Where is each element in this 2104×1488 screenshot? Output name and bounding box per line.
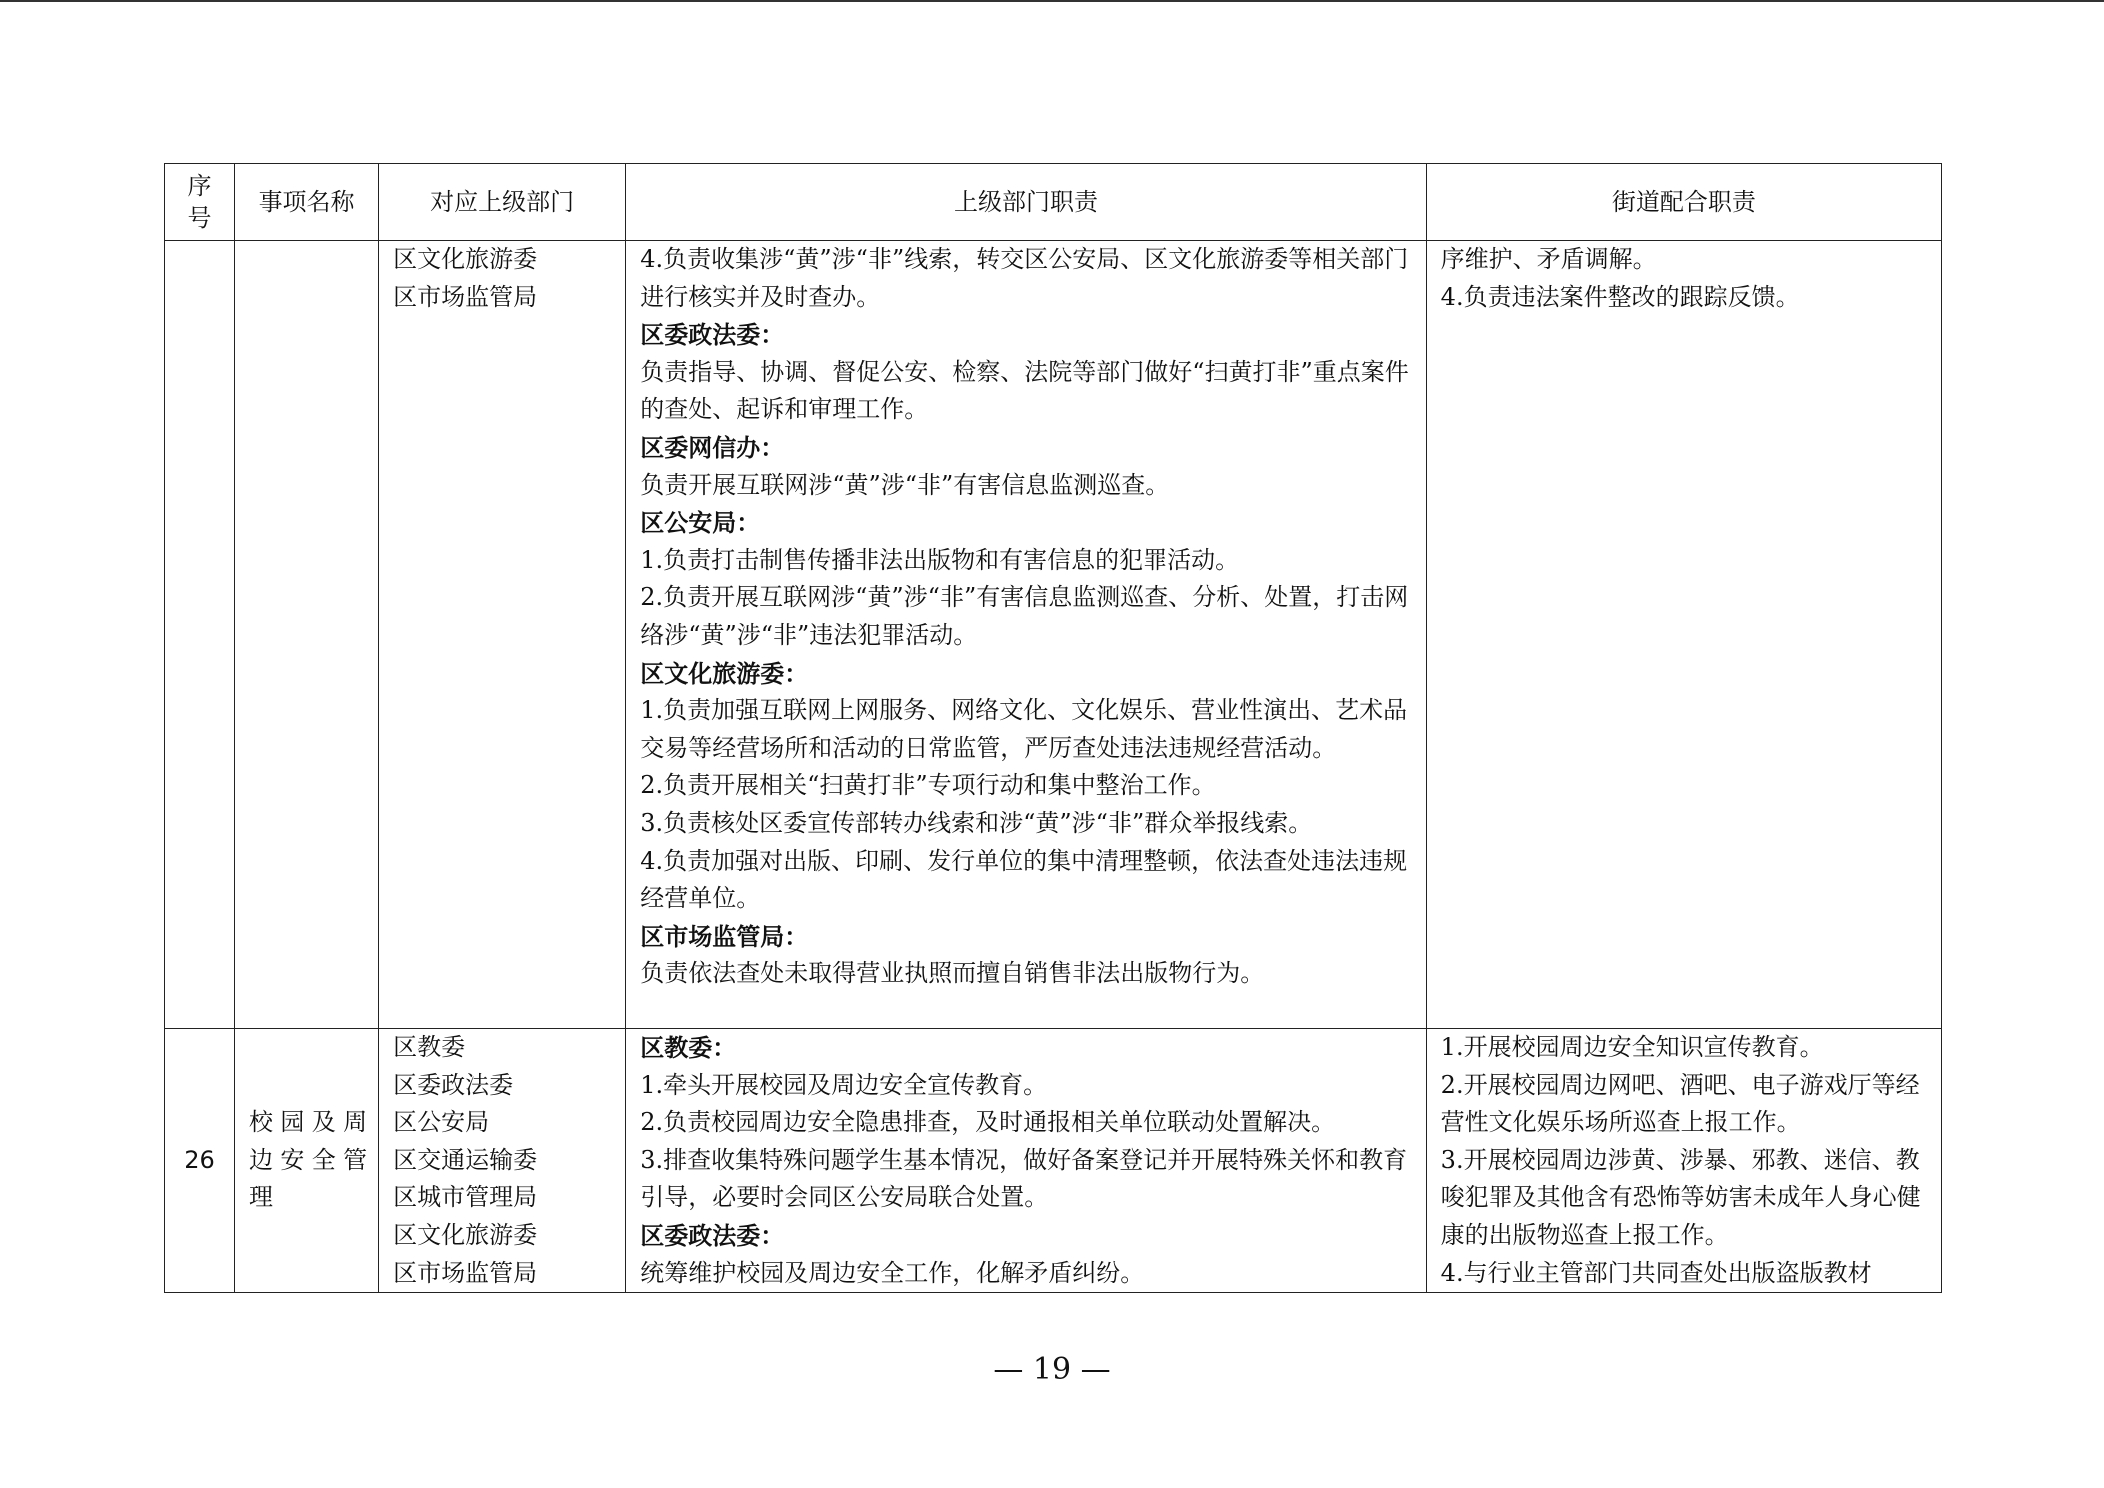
duty-item: 3.排查收集特殊问题学生基本情况，做好备案登记并开展特殊关怀和教育引导，必要时会同区公安局联合处置。 [640,1145,1408,1212]
duty-item: 负责指导、协调、督促公安、检察、法院等部门做好“扫黄打非”重点案件的查处、起诉和审理工作。 [640,357,1409,424]
table-header-row [165,164,1942,241]
header-street-duties: 街道配合职责 [1426,164,1941,241]
list-item: 区公安局 [393,1108,490,1137]
upper-duties-list [640,241,1413,993]
dept-cell [379,1029,626,1293]
header-upper-duties: 上级部门职责 [626,164,1426,241]
upper-duties-cell [626,241,1426,1029]
street-duties-list [1441,241,1929,316]
duty-item: 4.负责收集涉“黄”涉“非”线索，转交区公安局、区文化旅游委等相关部门进行核实并及时查办。 [640,245,1409,311]
list-item: 4.负责违法案件整改的跟踪反馈。 [1440,282,1800,311]
dept-list [393,241,613,316]
list-item: 序维护、矛盾调解。 [1440,245,1657,273]
duty-item: 3.负责核处区委宣传部转办线索和涉“黄”涉“非”群众举报线索。 [640,808,1313,837]
list-item: 区交通运输委 [393,1145,538,1174]
page-number: — 19 — [993,1352,1111,1387]
header-upper-dept: 对应上级部门 [379,164,626,241]
duty-item: 统筹维护校园及周边安全工作，化解矛盾纠纷。 [640,1258,1145,1287]
list-item: 区文化旅游委 [393,1220,538,1249]
duty-department-heading: 区公安局： [640,508,761,538]
table-row [165,1029,1942,1293]
duty-table [164,163,1942,1293]
duty-item: 负责开展互联网涉“黄”涉“非”有害信息监测巡查。 [640,470,1170,499]
name-cell: 校园及周边安全管理 [235,1029,379,1293]
duty-item: 2.负责校园周边安全隐患排查，及时通报相关单位联动处置解决。 [640,1108,1336,1137]
list-item: 区委政法委 [393,1070,514,1099]
duty-item: 1.负责加强互联网上网服务、网络文化、文化娱乐、营业性演出、艺术品交易等经营场所和活动的日常监管，严厉查处违法违规经营活动。 [640,696,1408,762]
duty-item: 1.牵头开展校园及周边安全宣传教育。 [640,1070,1048,1099]
duty-department-heading: 区委政法委： [640,320,785,350]
dept-cell [379,241,626,1029]
name-cell [235,241,379,1029]
duty-department-heading: 区文化旅游委： [640,658,809,688]
dept-list [393,1029,613,1292]
duty-department-heading: 区市场监管局： [640,921,809,951]
duty-item: 1.负责打击制售传播非法出版物和有害信息的犯罪活动。 [640,545,1240,574]
duty-department-heading: 区委政法委： [640,1220,785,1250]
duty-department-heading: 区教委： [640,1033,737,1062]
seq-cell [165,241,235,1029]
street-duties-cell [1426,1029,1941,1293]
page-top-border [0,0,2104,2]
list-item: 区市场监管局 [393,282,538,311]
upper-duties-list [640,1029,1413,1292]
duty-item: 2.负责开展互联网涉“黄”涉“非”有害信息监测巡查、分析、处置，打击网络涉“黄”涉“非”违法犯罪活动。 [640,583,1409,649]
street-duties-list [1441,1029,1929,1292]
duty-item: 负责依法查处未取得营业执照而擅自销售非法出版物行为。 [640,959,1265,988]
upper-duties-cell [626,1029,1426,1293]
list-item: 3.开展校园周边涉黄、涉暴、邪教、迷信、教唆犯罪及其他含有恐怖等妨害未成年人身心健康的出版物巡查上报工作。 [1440,1145,1921,1249]
header-item-name: 事项名称 [235,164,379,241]
header-seq-label: 序号 [187,172,212,232]
street-duties-cell [1426,241,1941,1029]
duty-item: 2.负责开展相关“扫黄打非”专项行动和集中整治工作。 [640,771,1216,800]
list-item: 4.与行业主管部门共同查处出版盗版教材 [1440,1258,1872,1287]
list-item: 区教委 [393,1033,466,1061]
list-item: 2.开展校园周边网吧、酒吧、电子游戏厅等经营性文化娱乐场所巡查上报工作。 [1440,1070,1920,1137]
list-item: 区城市管理局 [393,1183,538,1212]
seq-cell: 26 [165,1029,235,1293]
list-item: 1.开展校园周边安全知识宣传教育。 [1440,1033,1824,1061]
duty-item: 4.负责加强对出版、印刷、发行单位的集中清理整顿，依法查处违法违规经营单位。 [640,846,1408,913]
list-item: 区市场监管局 [393,1258,538,1287]
table-row [165,241,1942,1029]
list-item: 区文化旅游委 [393,245,538,273]
header-seq [165,164,235,241]
duty-department-heading: 区委网信办： [640,432,785,462]
